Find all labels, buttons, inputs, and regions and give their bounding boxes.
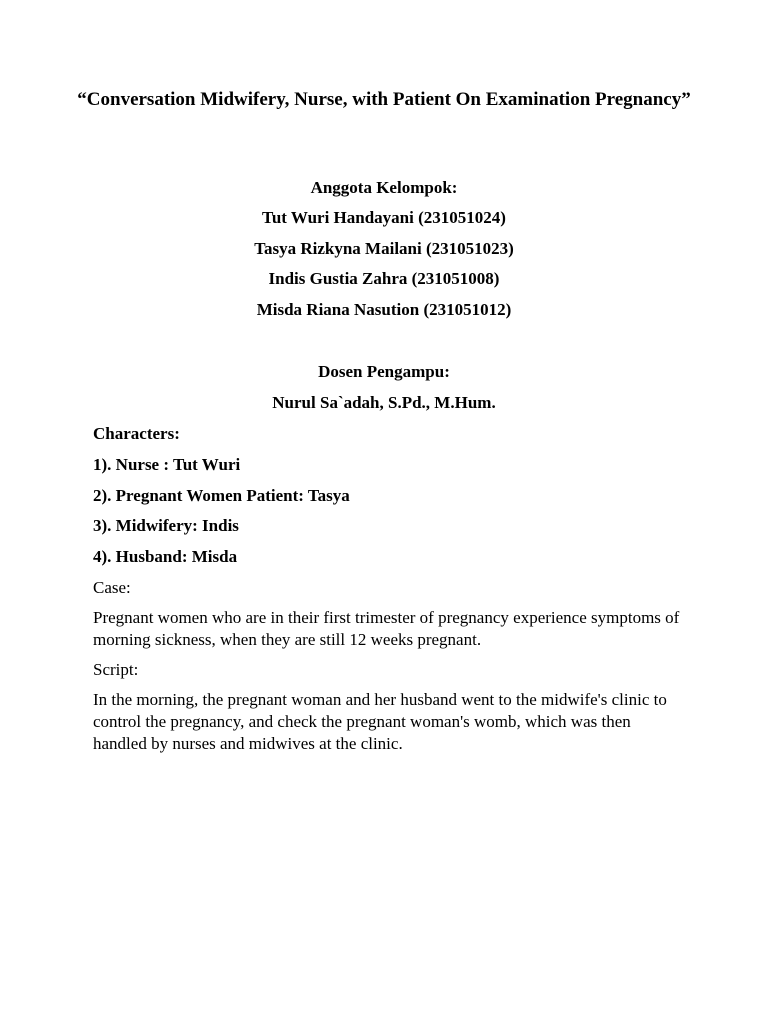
lecturer-heading: Dosen Pengampu: — [318, 362, 450, 381]
member-item: Tut Wuri Handayani (231051024) — [262, 208, 506, 227]
members-heading: Anggota Kelompok: — [310, 178, 458, 197]
member-item: Tasya Rizkyna Mailani (231051023) — [254, 239, 514, 258]
member-item: Indis Gustia Zahra (231051008) — [268, 269, 500, 288]
characters-heading: Characters: — [93, 424, 180, 443]
script-text: In the morning, the pregnant woman and her husband went to the midwife's clinic to control the pregnancy, and check the pregnant woman's womb, which was then handled by nurses and midwives at the clinic. — [93, 690, 667, 753]
character-item: 3). Midwifery: Indis — [93, 516, 239, 535]
character-item: 4). Husband: Misda — [93, 547, 238, 566]
case-text: Pregnant women who are in their first trimester of pregnancy experience symptoms of morning sickness, when they are still 12 weeks pregnant. — [93, 608, 680, 649]
lecturer-name: Nurul Sa`adah, S.Pd., M.Hum. — [272, 393, 496, 412]
character-item: 2). Pregnant Women Patient: Tasya — [93, 486, 350, 505]
script-heading: Script: — [93, 660, 139, 679]
member-item: Misda Riana Nasution (231051012) — [256, 300, 512, 319]
character-item: 1). Nurse : Tut Wuri — [93, 455, 241, 474]
case-heading: Case: — [93, 578, 131, 597]
document-title: “Conversation Midwifery, Nurse, with Patient On Examination Pregnancy” — [77, 89, 691, 110]
